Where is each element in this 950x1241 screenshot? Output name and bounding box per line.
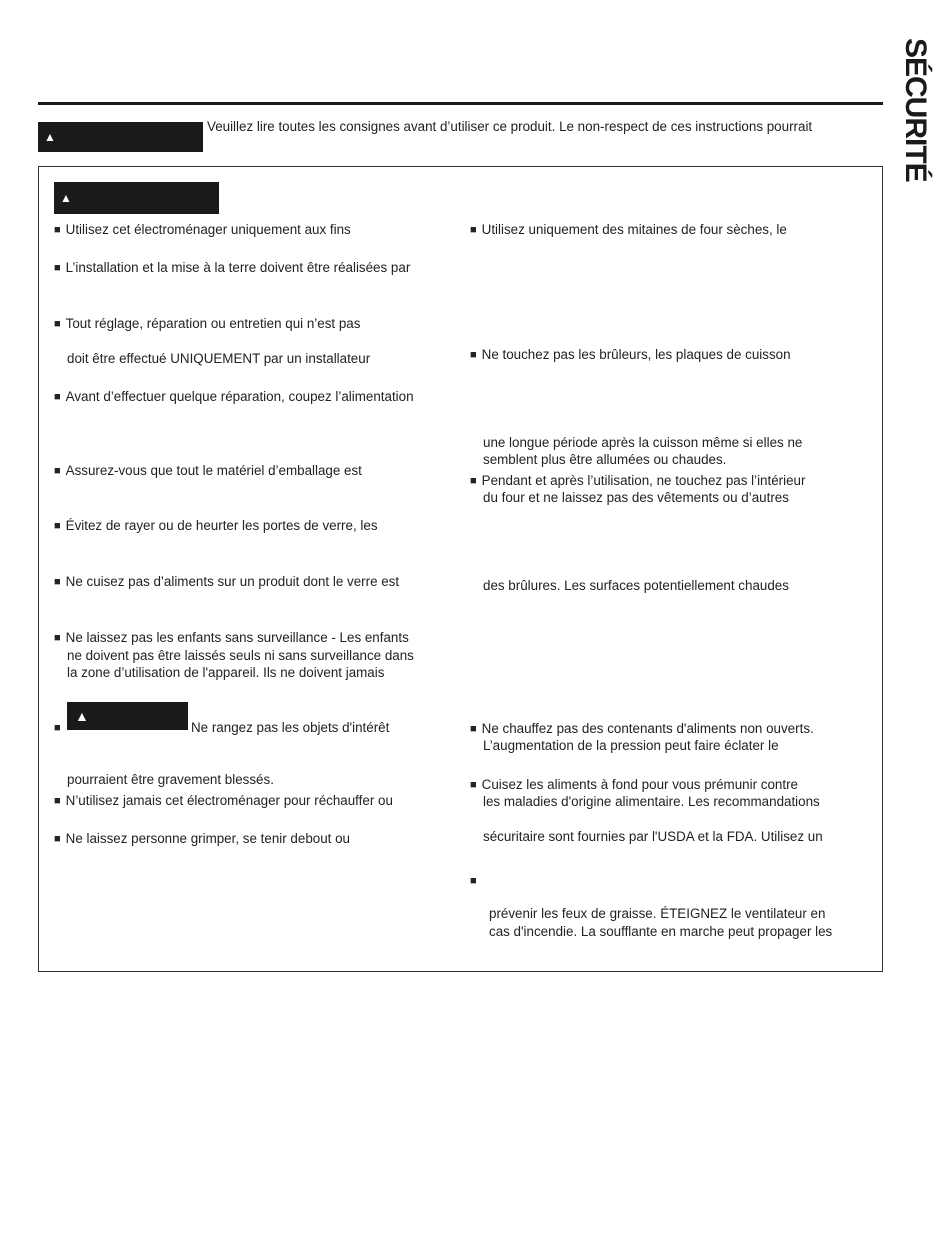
- list-item: ■ Évitez de rayer ou de heurter les portes de verre, les: [54, 518, 378, 533]
- list-item: ■ Tout réglage, réparation ou entretien qui n’est pas: [54, 316, 361, 331]
- list-item-continuation: ne doivent pas être laissés seuls ni sans surveillance dans: [67, 648, 414, 663]
- list-item: ■ Utilisez cet électroménager uniquement aux fins: [54, 222, 351, 237]
- warning-triangle-icon: ▲: [44, 130, 56, 144]
- bullet-icon: ■: [54, 795, 61, 807]
- warning-triangle-icon: ▲: [75, 708, 89, 724]
- list-item: ■ Ne laissez personne grimper, se tenir debout ou: [54, 831, 350, 846]
- bullet-icon: ■: [54, 262, 61, 274]
- bullet-icon: ■: [470, 349, 477, 361]
- safety-instructions-box: [38, 166, 883, 972]
- warning-label-box: [54, 182, 219, 214]
- list-item: ■ Pendant et après l’utilisation, ne touchez pas l’intérieur: [470, 473, 806, 488]
- warning-triangle-icon: ▲: [60, 191, 72, 205]
- bullet-icon: ■: [470, 224, 477, 236]
- list-item-continuation: prévenir les feux de graisse. ÉTEIGNEZ le ventilateur en: [489, 906, 826, 921]
- header-rule: [38, 102, 883, 105]
- list-item-continuation: sécuritaire sont fournies par l'USDA et la FDA. Utilisez un: [483, 829, 823, 844]
- bullet-icon: ■: [54, 391, 61, 403]
- list-item-continuation: doit être effectué UNIQUEMENT par un installateur: [67, 351, 371, 366]
- bullet-icon: ■: [54, 520, 61, 532]
- list-item: ■ Ne cuisez pas d’aliments sur un produit dont le verre est: [54, 574, 400, 589]
- intro-text: Veuillez lire toutes les consignes avant d’utiliser ce produit. Le non-respect de ces instructions pourrait: [207, 119, 813, 134]
- list-item: [470, 872, 482, 891]
- list-item-continuation: les maladies d'origine alimentaire. Les recommandations: [483, 794, 820, 809]
- list-item-continuation: des brûlures. Les surfaces potentiellement chaudes: [483, 578, 789, 593]
- list-item-continuation: du four et ne laissez pas des vêtements ou d’autres: [483, 490, 789, 505]
- list-item-continuation: pourraient être gravement blessés.: [67, 772, 274, 787]
- list-item: ■ Avant d’effectuer quelque réparation, coupez l’alimentation: [54, 389, 414, 404]
- list-item: ■ Ne touchez pas les brûleurs, les plaques de cuisson: [470, 347, 791, 362]
- bullet-icon: ■: [470, 779, 477, 791]
- list-item: ■ Ne chauffez pas des contenants d'aliments non ouverts.: [470, 721, 814, 736]
- bullet-icon: ■: [54, 576, 61, 588]
- bullet-icon: ■: [470, 475, 477, 487]
- list-item: [54, 719, 66, 738]
- list-item: ■ N’utilisez jamais cet électroménager pour réchauffer ou: [54, 793, 393, 808]
- list-item-continuation: semblent plus être allumées ou chaudes.: [483, 452, 727, 467]
- bullet-icon: ■: [54, 833, 61, 845]
- list-item: ■ L’installation et la mise à la terre doivent être réalisées par: [54, 260, 411, 275]
- list-item-continuation: la zone d’utilisation de l'appareil. Ils ne doivent jamais: [67, 665, 385, 680]
- bullet-icon: ■: [54, 632, 61, 644]
- list-item-text: Ne rangez pas les objets d'intérêt: [191, 720, 390, 735]
- list-item: ■ Assurez-vous que tout le matériel d’emballage est: [54, 463, 362, 478]
- section-title-securite: SÉCURITÉ: [899, 38, 932, 182]
- bullet-icon: ■: [470, 723, 477, 735]
- bullet-icon: ■: [54, 722, 61, 734]
- bullet-icon: ■: [54, 465, 61, 477]
- list-item-continuation: une longue période après la cuisson même si elles ne: [483, 435, 803, 450]
- warning-label-top: [38, 122, 203, 152]
- list-item: ■ Ne laissez pas les enfants sans surveillance - Les enfants: [54, 630, 409, 645]
- list-item: ■ Cuisez les aliments à fond pour vous prémunir contre: [470, 777, 798, 792]
- list-item: ■ Utilisez uniquement des mitaines de four sèches, le: [470, 222, 787, 237]
- warning-label-inline: [67, 702, 188, 730]
- bullet-icon: ■: [54, 318, 61, 330]
- bullet-icon: ■: [470, 875, 477, 887]
- bullet-icon: ■: [54, 224, 61, 236]
- list-item-continuation: L’augmentation de la pression peut faire éclater le: [483, 738, 779, 753]
- list-item-continuation: cas d'incendie. La soufflante en marche peut propager les: [489, 924, 833, 939]
